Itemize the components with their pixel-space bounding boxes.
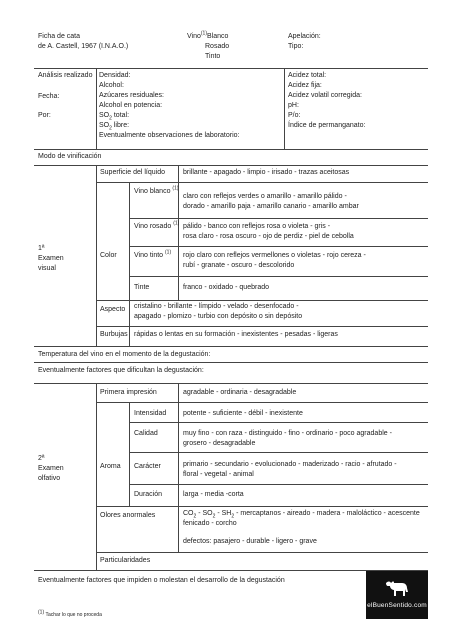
rosado-line-2: rosa claro - rosa oscuro - ojo de perdiz - piel de cebolla xyxy=(183,233,354,240)
vino-type-rosado: Rosado xyxy=(205,43,230,50)
footnote-mark: (1) xyxy=(38,609,45,616)
rosado-line-1: pálido - banco con reflejos rosa o violeta - gris - xyxy=(183,223,331,230)
burbujas-value: rápidas o lentas en su formación - inexistentes - pesadas - ligeras xyxy=(134,331,338,338)
olores-rest: - mercaptanos - aireado - madera - maloláctico - acescente xyxy=(236,510,420,517)
acidez-fija-field: Acidez fija: xyxy=(288,82,322,89)
caracter-line-2: floral - vegetal - animal xyxy=(183,471,254,478)
vino-note: (1) xyxy=(200,30,208,37)
apelacion-field: Apelación: xyxy=(288,33,321,40)
divider xyxy=(34,383,428,384)
analisis-realizado: Análisis realizado xyxy=(38,72,93,79)
ficha-source: de A. Castell, 1967 (I.N.A.O.) xyxy=(38,43,129,50)
vino-word: Vino xyxy=(187,33,201,40)
divider xyxy=(96,182,428,183)
divider xyxy=(34,362,428,363)
tipo-field: Tipo: xyxy=(288,43,304,50)
divider xyxy=(96,68,97,149)
dificultan-field: Eventualmente factores que dificultan la degustación: xyxy=(38,367,204,374)
divider xyxy=(96,506,428,507)
olores-label: Olores anormales xyxy=(100,512,156,519)
superficie-value: brillante - apagado - limpio - irisado - trazas aceitosas xyxy=(183,169,350,176)
blanco-text: Vino blanco xyxy=(134,188,171,195)
divider xyxy=(34,68,428,69)
modo-vinificacion: Modo de vinificación xyxy=(38,153,102,160)
divider xyxy=(129,422,428,423)
alcohol-potencia-field: Alcohol en potencia: xyxy=(99,102,163,109)
alcohol-field: Alcohol: xyxy=(99,82,124,89)
visual-section-label: Examen xyxy=(38,255,64,262)
temperatura-field: Temperatura del vino en el momento de la degustación: xyxy=(38,351,211,358)
tinto-note: (1) xyxy=(165,249,172,256)
olores-line-2: fenicado - corcho xyxy=(183,520,237,527)
so2-libre-label: libre: xyxy=(113,122,130,129)
divider xyxy=(178,383,179,402)
vino-label xyxy=(187,30,229,41)
primera-label: Primera impresión xyxy=(100,389,157,396)
divider xyxy=(129,452,428,453)
indice-field: Índice de permanganato: xyxy=(288,122,366,129)
brand-text: elBuenSentido.com xyxy=(367,602,427,609)
divider xyxy=(178,402,179,506)
superficie-label: Superficie del líquido xyxy=(100,169,165,176)
aspecto-line-1: cristalino - brillante - límpido - velado - desenfocado - xyxy=(134,303,299,310)
impiden-field: Eventualmente factores que impiden o molestan el desarrollo de la degustación xyxy=(38,577,285,584)
so2-total-field: $SO_2$ total: xyxy=(99,112,130,122)
po-field: P/o: xyxy=(288,112,301,119)
divider xyxy=(34,149,428,150)
divider xyxy=(129,300,130,346)
divider xyxy=(129,402,130,506)
divider xyxy=(129,182,130,300)
acidez-total-field: Acidez total: xyxy=(288,72,327,79)
densidad-field: Densidad: xyxy=(99,72,131,79)
aroma-label: Aroma xyxy=(100,463,121,470)
tinto-line-2: rubí - granate - oscuro - descolorido xyxy=(183,262,295,269)
divider xyxy=(178,182,179,300)
intensidad-label: Intensidad xyxy=(134,410,167,417)
olores-line-1: $CO_2 - SO_2 - SH_2$ - mercaptanos - aireado - madera - maloláctico - acescente xyxy=(183,510,420,520)
eventual-observaciones: Eventualmente observaciones de laboratorio: xyxy=(99,132,240,139)
footnote xyxy=(38,611,102,619)
divider xyxy=(129,246,428,247)
tinto-label xyxy=(134,249,172,260)
so2-libre-field: $SO_2$ libre: xyxy=(99,122,130,132)
divider xyxy=(129,484,428,485)
divider xyxy=(96,383,97,570)
defectos-line: defectos: pasajero - durable - ligero - grave xyxy=(183,538,317,545)
vino-type-tinto: Tinto xyxy=(205,53,221,60)
divider xyxy=(96,326,428,327)
burbujas-label: Burbujas xyxy=(100,331,128,338)
tinto-line-1: rojo claro con reflejos vermellones o violetas - rojo cereza - xyxy=(183,252,366,259)
duracion-value: larga - media -corta xyxy=(183,491,244,498)
duracion-label: Duración xyxy=(134,491,163,498)
visual-section-kind: visual xyxy=(38,265,56,272)
calidad-label: Calidad xyxy=(134,430,158,437)
rosado-text: Vino rosado xyxy=(134,223,172,230)
olfativo-section-label: Examen xyxy=(38,465,64,472)
acidez-volatil-field: Acidez volatil corregida: xyxy=(288,92,362,99)
color-label: Color xyxy=(100,252,117,259)
por-field: Por: xyxy=(38,112,51,119)
intensidad-value: potente - suficiente - débil - inexistente xyxy=(183,410,303,417)
aspecto-line-2: apagado - plomizo - turbio con depósito o sin depósito xyxy=(134,313,303,320)
divider xyxy=(96,402,428,403)
tinte-label: Tinte xyxy=(134,284,150,291)
bull-icon xyxy=(384,577,410,599)
aspecto-label: Aspecto xyxy=(100,306,126,313)
ph-field: pH: xyxy=(288,102,299,109)
blanco-label xyxy=(134,185,179,196)
divider xyxy=(96,300,428,301)
primera-value: agradable - ordinaria - desagradable xyxy=(183,389,297,396)
ficha-title: Ficha de cata xyxy=(38,33,81,40)
so2-total-label: total: xyxy=(113,112,130,119)
olfativo-section-kind: olfativo xyxy=(38,475,61,482)
particularidades-label: Particularidades xyxy=(100,557,151,564)
divider xyxy=(178,165,179,182)
tinte-value: franco - oxidado - quebrado xyxy=(183,284,269,291)
divider xyxy=(129,218,428,219)
azucares-field: Azúcares residuales: xyxy=(99,92,164,99)
visual-section-num: 1ª xyxy=(38,245,45,252)
divider xyxy=(96,165,97,346)
calidad-line-1: muy fino - con raza - distinguido - fino - ordinario - poco agradable - xyxy=(183,430,392,437)
divider xyxy=(34,165,428,166)
blanco-line-1: claro con reflejos verdes o amarillo - amarillo pálido - xyxy=(183,193,347,200)
divider xyxy=(178,506,179,552)
divider xyxy=(96,552,428,553)
divider xyxy=(34,346,428,347)
olfativo-section-num: 2ª xyxy=(38,455,45,462)
tinto-text: Vino tinto xyxy=(134,252,164,259)
divider xyxy=(284,68,285,149)
fecha-field: Fecha: xyxy=(38,93,60,100)
divider xyxy=(129,276,428,277)
rosado-label xyxy=(134,220,180,231)
caracter-line-1: primario - secundario - evolucionado - maderizado - racio - afrutado - xyxy=(183,461,397,468)
footnote-text: Tachar lo que no proceda xyxy=(45,612,102,618)
blanco-note: (1) xyxy=(172,185,179,192)
brand-logo xyxy=(366,571,428,619)
blanco-line-2: dorado - amarillo paja - amarillo canario - amarillo ambar xyxy=(183,203,359,210)
rosado-note: (1) xyxy=(173,220,180,227)
calidad-line-2: grosero - desagradable xyxy=(183,440,256,447)
caracter-label: Carácter xyxy=(134,463,161,470)
vino-type-blanco: Blanco xyxy=(207,33,229,40)
